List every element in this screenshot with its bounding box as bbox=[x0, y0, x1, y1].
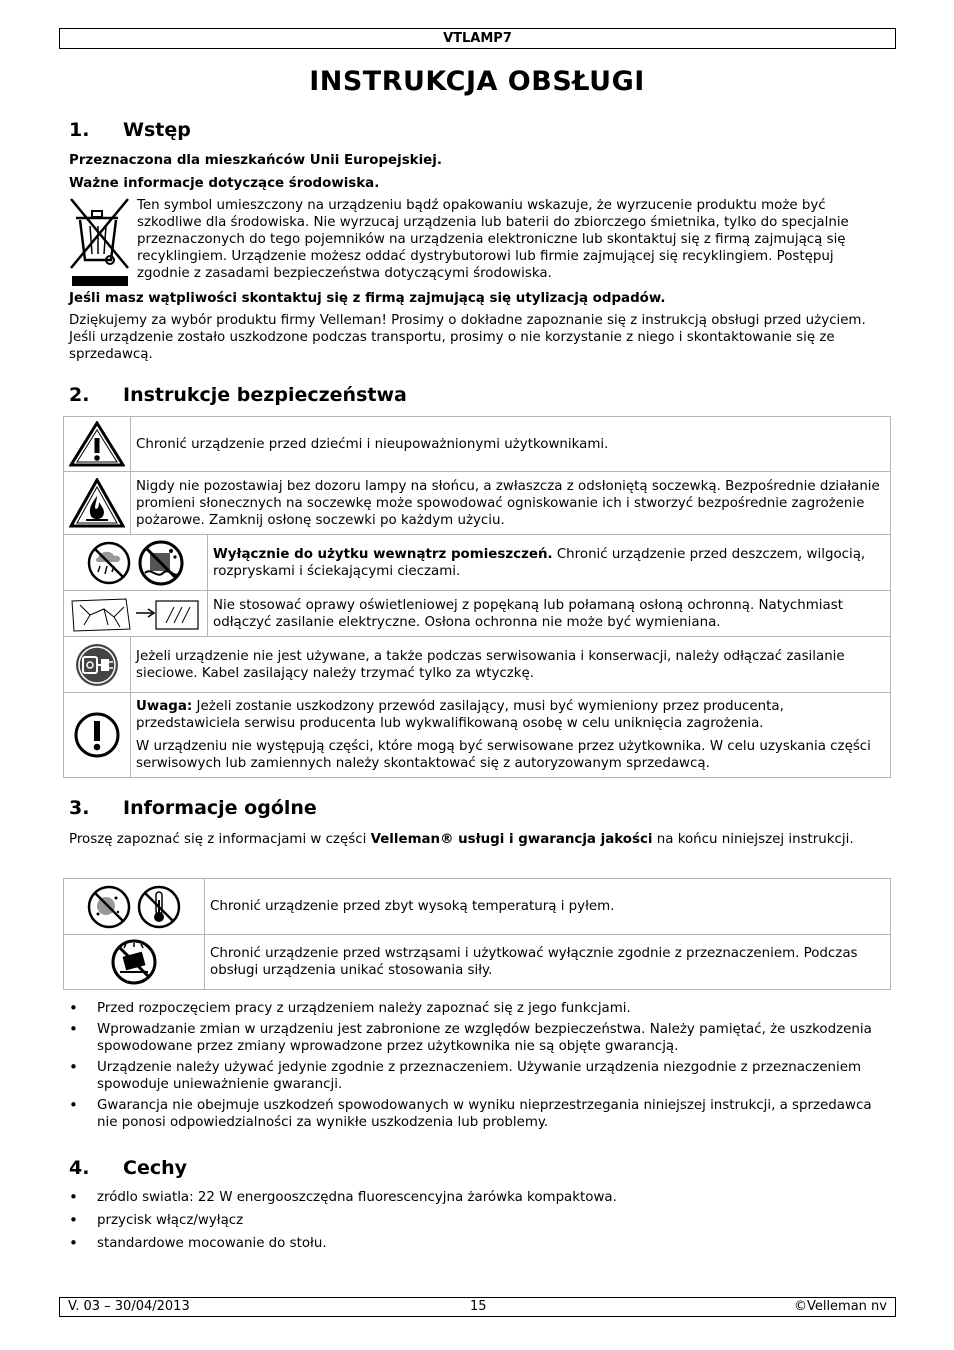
copyright: ©Velleman nv bbox=[793, 1299, 887, 1314]
no-heat-icon bbox=[136, 884, 182, 930]
eu-notice: Przeznaczona dla mieszkańców Unii Europejskiej. bbox=[69, 153, 442, 168]
list-item: • zródlo swiatla: 22 W energooszczędna fluorescencyjna żarówka kompaktowa. bbox=[69, 1189, 889, 1206]
safety-row bbox=[64, 693, 891, 778]
thanks-paragraph: Dziękujemy za wybór produktu firmy Velleman! Prosimy o dokładne zapoznanie się z instrukcją obsługi przed użyciem. Jeśli urządzenie zostało uszkodzone podczas transportu, prosimy o nie korzystanie z niego i skontaktowanie się ze sprzedawcą. bbox=[69, 313, 866, 362]
safety-row bbox=[64, 637, 891, 693]
features-list bbox=[69, 1189, 889, 1252]
no-shock-icon bbox=[64, 935, 205, 990]
no-rain-icon bbox=[86, 540, 132, 586]
page-header bbox=[59, 28, 896, 49]
general-row bbox=[64, 879, 891, 935]
safety-text-3: Wyłącznie do użytku wewnątrz pomieszczeń. Chronić urządzenie przed deszczem, wilgocią, rozpryskami i ściekającymi cieczami. bbox=[208, 535, 891, 591]
waste-contact-notice: Jeśli masz wątpliwości skontaktuj się z firmą zajmującą się utylizacją odpadów. bbox=[69, 291, 666, 306]
safety-text-5: Jeżeli urządzenie nie jest używane, a także podczas serwisowania i konserwacji, należy odłączać zasilanie sieciowe. Kabel zasilający należy trzymać tylko za wtyczkę. bbox=[131, 637, 891, 693]
section-3-heading: 3. Informacje ogólne bbox=[69, 797, 317, 819]
general-table bbox=[63, 878, 891, 990]
section-4-heading: 4. Cechy bbox=[69, 1157, 188, 1179]
list-item: • Wprowadzanie zmian w urządzeniu jest zabronione ze względów bezpieczeństwa. Należy pamiętać, że uszkodzenia spowodowane przez zmiany wprowadzone przez użytkownika nie są objęte gwarancją. bbox=[69, 1021, 889, 1055]
general-bullet-list bbox=[69, 1000, 889, 1131]
general-text-2: Chronić urządzenie przed wstrząsami i użytkować wyłącznie zgodnie z przeznaczeniem. Podczas obsługi urządzenia unikać stosowania siły. bbox=[205, 935, 891, 990]
safety-text-1: Chronić urządzenie przed dziećmi i nieupoważnionymi użytkownikami. bbox=[131, 417, 891, 472]
no-dust-icon bbox=[86, 884, 132, 930]
version-date: V. 03 – 30/04/2013 bbox=[68, 1299, 190, 1314]
page-footer bbox=[59, 1297, 896, 1317]
unplug-icon bbox=[64, 637, 131, 693]
safety-row bbox=[64, 472, 891, 535]
safety-text-2: Nigdy nie pozostawiaj bez dozoru lampy na słońcu, a zwłaszcza z odsłoniętą soczewką. Bezpośrednie działanie promieni słonecznych na soczewkę może spowodować ogniskowanie ich i stworzyć bezpośrednie zagrożenie pożarowe. Zamknij osłonę soczewki po każdym użyciu. bbox=[131, 472, 891, 535]
safety-row bbox=[64, 535, 891, 591]
list-item: • Gwarancja nie obejmuje uszkodzeń spowodowanych w wyniku nieprzestrzegania niniejszej instrukcji, a sprzedawca nie ponosi odpowiedzialności za wynikłe uszkodzenia lub problemy. bbox=[69, 1097, 889, 1131]
weee-bin-icon bbox=[68, 196, 130, 290]
general-intro: Proszę zapoznać się z informacjami w części Velleman® usługi i gwarancja jakości na końcu niniejszej instrukcji. bbox=[69, 832, 854, 847]
cracked-lens-icon bbox=[64, 591, 208, 637]
fire-hazard-icon bbox=[64, 472, 131, 535]
page-number: 15 bbox=[470, 1299, 487, 1314]
safety-text-6: Uwaga: Jeżeli zostanie uszkodzony przewód zasilający, musi być wymieniony przez producenta, przedstawiciela serwisu producenta lub wykwalifikowaną osobę w celu uniknięcia zagrożenia. W urządzeniu nie występują części, które mogą być serwisowane przez użytkownika. W celu uzyskania części serwisowych lub zamiennych należy skontaktować się z autoryzowanym sprzedawcą. bbox=[131, 693, 891, 778]
environment-notice: Ważne informacje dotyczące środowiska. bbox=[69, 176, 380, 191]
safety-table bbox=[63, 416, 891, 778]
list-item: • standardowe mocowanie do stołu. bbox=[69, 1235, 889, 1252]
list-item: • Urządzenie należy używać jedynie zgodnie z przeznaczeniem. Używanie urządzenia niezgodnie z przeznaczeniem spowoduje unieważnienie gwarancji. bbox=[69, 1059, 889, 1093]
list-item: • Przed rozpoczęciem pracy z urządzeniem należy zapoznać się z jego funkcjami. bbox=[69, 1000, 889, 1017]
section-2-heading: 2. Instrukcje bezpieczeństwa bbox=[69, 384, 407, 406]
safety-row bbox=[64, 417, 891, 472]
safety-row bbox=[64, 591, 891, 637]
model-number: VTLAMP7 bbox=[443, 31, 512, 46]
no-splash-icon bbox=[137, 539, 185, 587]
safety-text-4: Nie stosować oprawy oświetleniowej z popękaną lub połamaną osłoną ochronną. Natychmiast odłączyć zasilanie elektryczne. Osłona ochronna nie może być wymieniana. bbox=[208, 591, 891, 637]
page-title: INSTRUKCJA OBSŁUGI bbox=[309, 66, 645, 97]
section-1-heading: 1. Wstęp bbox=[69, 119, 191, 141]
general-row bbox=[64, 935, 891, 990]
general-text-1: Chronić urządzenie przed zbyt wysoką temperaturą i pyłem. bbox=[205, 879, 891, 935]
list-item: • przycisk włącz/wyłącz bbox=[69, 1212, 889, 1229]
warning-triangle-icon bbox=[64, 417, 131, 472]
caution-icon bbox=[64, 693, 131, 778]
weee-text: Ten symbol umieszczony na urządzeniu bądź opakowaniu wskazuje, że wyrzucenie produktu może być szkodliwe dla środowiska. Nie wyrzucaj urządzenia lub baterii do zbiorczego śmietnika, tylko do specjalnie przeznaczonych do tego pojemników na urządzenia elektroniczne lub skontaktuj się z firmą zajmującą się recyklingiem. Urządzenie możesz oddać dystrybutorowi lub firmie zajmującej się recyklingiem. Postępuj zgodnie z zasadami bezpieczeństwa dotyczącymi środowiska. bbox=[137, 198, 849, 281]
